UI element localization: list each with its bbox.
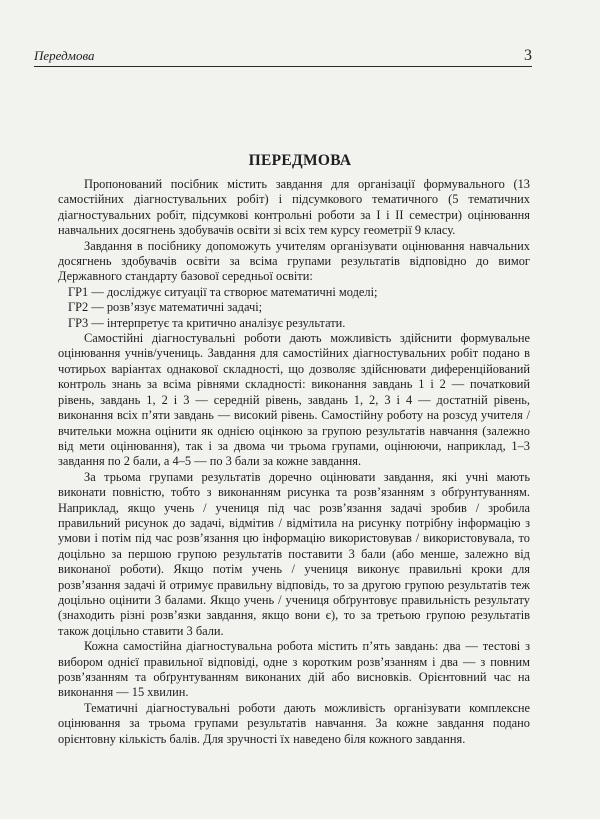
running-header — [34, 48, 532, 67]
paragraph-structure: Кожна самостійна діагностувальна робота містить п’ять завдань: два — тестові з вибором однієї правильної відповіді, одне з коротким розв’язанням і два — з повним розв’язанням та обґрунтуванням виконаних дій або висновків. Орієнтовний час на виконання — 15 хвилин. — [58, 639, 530, 700]
page-title: ПЕРЕДМОВА — [248, 152, 352, 169]
paragraph-intro: Пропонований посібник містить завдання для організації формувального (13 самостійних діагностувальних робіт) і підсумкового тематичного (5 тематичних діагностувальних робіт, підсумкові контрольні роботи за I і II семестри) оцінювання навчальних досягнень здобувачів освіти зі всіх тем курсу геометрії 9 класу. — [58, 177, 530, 238]
paragraph-thematic: Тематичні діагностувальні роботи дають можливість організувати комплексне оцінювання за трьома групами результатів навчання. За кожне завдання подано орієнтовну кількість балів. Для зручності їх наведено біля кожного завдання. — [58, 700, 530, 746]
paragraph-grading: За трьома групами результатів доречно оцінювати завдання, які учні мають виконати повністю, тобто з виконанням рисунка та розв’язанням з обґрунтуванням. Наприклад, якщо учень / учениця під час розв’язання задачі зробив / зробила правильний рисунок до задачі, відмітив / відмітила на рисунку потрібну інформацію з умови і потім під час розв’язання цю інформацію використовував / використовувала, то доцільно за першою групою результатів поставити 3 бали (або менше, залежно від виконаної роботи). Якщо потім учень / учениця виконує правильні кроки для розв’язання задачі й отримує правильну відповідь, то за другою групою результатів теж доцільно оцінити 3 балами. Якщо учень / учениця обґрунтовує правильність результату (знаходить різні розв’язки завдання, якщо вони є), то за третьою групою результатів також доцільно ставити 3 бали. — [58, 469, 530, 638]
list-item-gr3: ГР3 — інтерпретує та критично аналізує результати. — [68, 315, 346, 330]
paragraph-tasks: Завдання в посібнику допоможуть учителям організувати оцінювання навчальних досягнень здобувачів освіти за всіма групами результатів відповідно до вимог Державного стандарту базової середньої освіти: — [58, 238, 530, 284]
body-text — [58, 177, 530, 747]
list-item-gr2: ГР2 — розв’язує математичні задачі; — [68, 300, 263, 315]
header-section-title: Передмова — [34, 48, 95, 63]
list-item-gr1: ГР1 — досліджує ситуації та створює математичні моделі; — [68, 284, 378, 299]
paragraph-independent-works: Самостійні діагностувальні роботи дають можливість здійснити формувальне оцінювання учнів/учениць. Завдання для самостійних діагностувальних робіт подано в чотирьох варіантах однакової складності, що дозволяє здійснювати диференційований контроль знань за всіма рівнями складності: виконання завдань 1 і 2 — початковий рівень, завдань 1, 2 і 3 — середній рівень, завдань 1, 2, 3 і 4 — достатній рівень, виконання всіх п’яти завдань — високий рівень. Самостійну роботу на розсуд учителя / вчительки можна оцінити як однією оцінкою за групою результатів навчання (залежно від мети оцінювання), так і за двома чи трьома групами, оцінюючи, наприклад, 1–3 завдання по 2 бали, а 4–5 — по 3 бали за кожне завдання. — [58, 331, 530, 469]
page-number: 3 — [524, 47, 532, 64]
